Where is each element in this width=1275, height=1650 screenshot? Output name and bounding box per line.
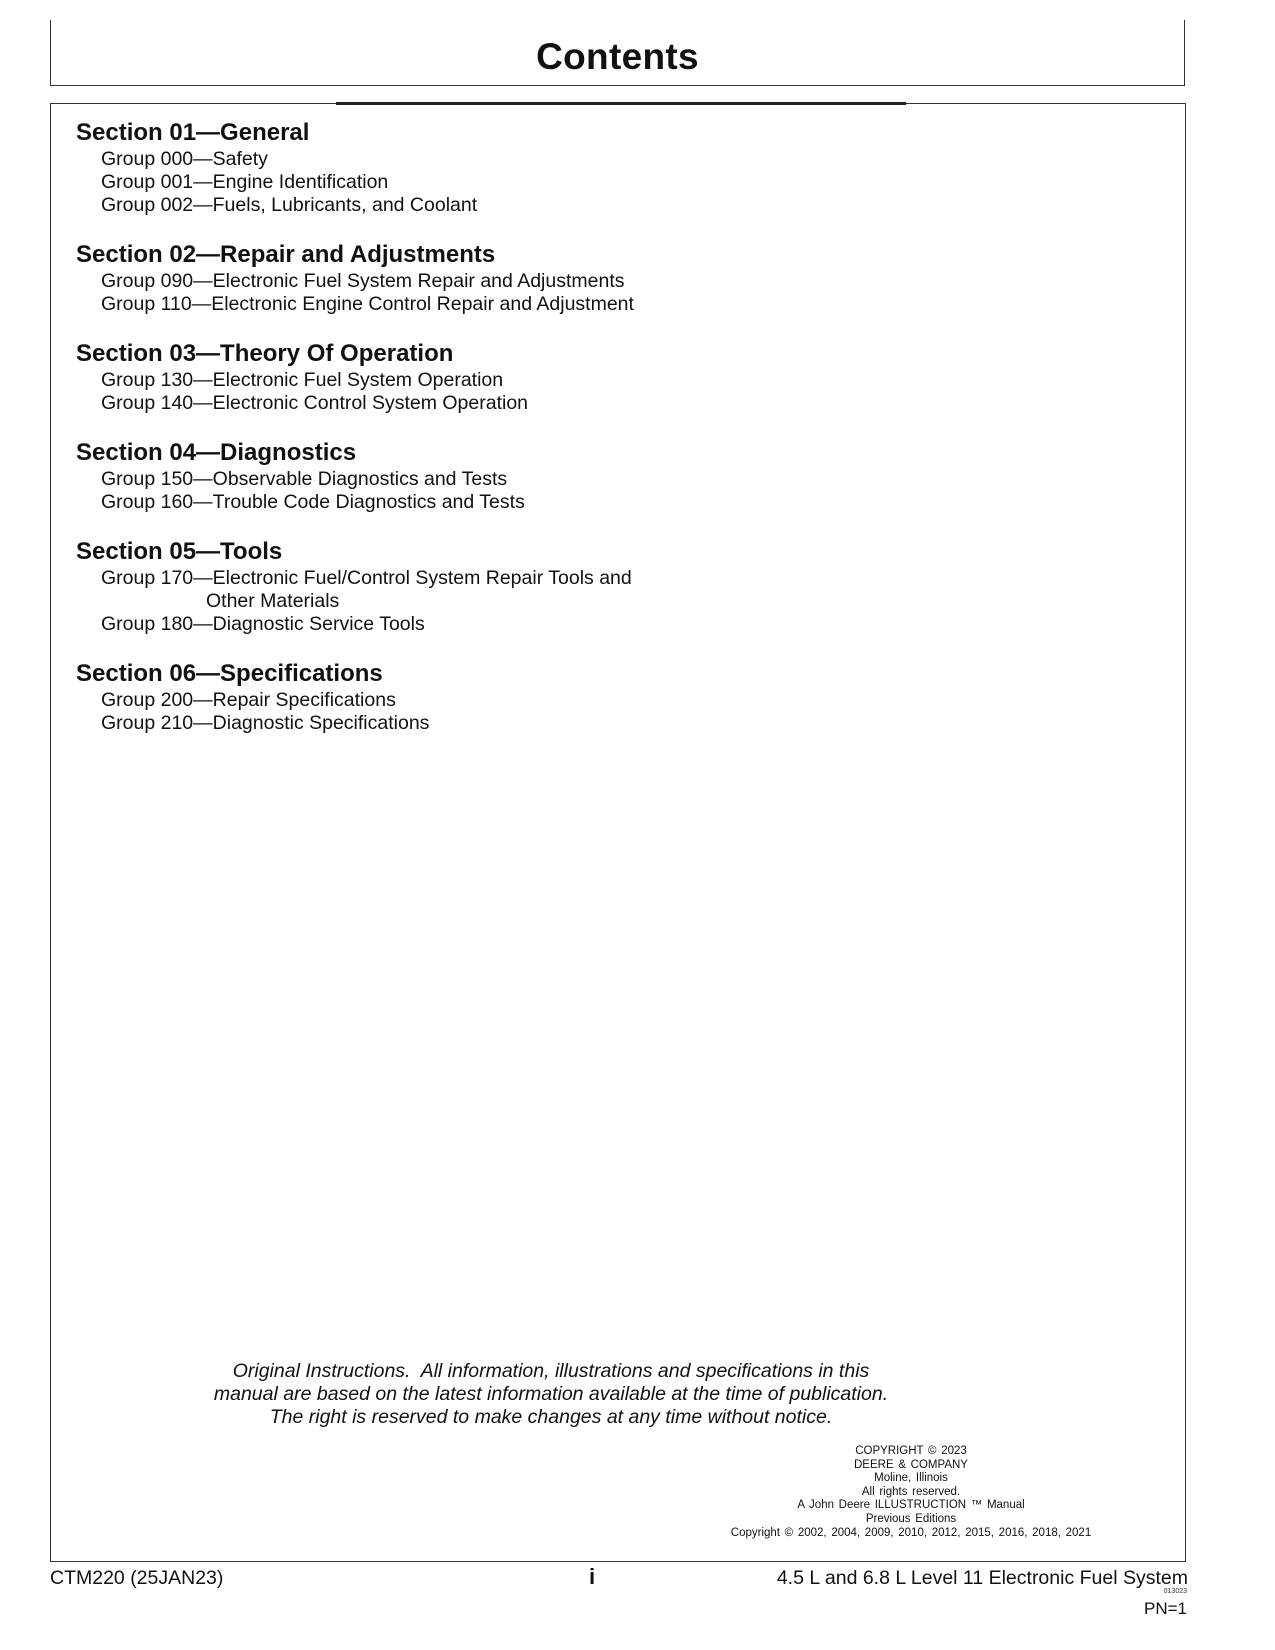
table-of-contents xyxy=(76,118,776,758)
copyright-line: Moline, Illinois xyxy=(874,1472,948,1485)
page-header xyxy=(50,20,1185,86)
content-frame xyxy=(50,103,1186,1562)
footer-doc-id: CTM220 (25JAN23) xyxy=(50,1567,224,1589)
copyright-line: A John Deere ILLUSTRUCTION ™ Manual xyxy=(797,1499,1025,1512)
footer-page-number: i xyxy=(589,1564,596,1589)
toc-section-04 xyxy=(76,438,776,514)
section-title[interactable]: Section 04—Diagnostics xyxy=(76,439,357,466)
frame-top-bar xyxy=(336,102,906,105)
section-title[interactable]: Section 02—Repair and Adjustments xyxy=(76,241,496,268)
group-item[interactable]: Group 001—Engine Identification xyxy=(101,171,389,193)
group-item[interactable]: Group 150—Observable Diagnostics and Tests xyxy=(101,468,508,490)
section-title[interactable]: Section 03—Theory Of Operation xyxy=(76,340,454,367)
group-item[interactable]: Group 002—Fuels, Lubricants, and Coolant xyxy=(101,194,478,216)
group-item[interactable]: Group 000—Safety xyxy=(101,148,268,170)
toc-section-01 xyxy=(76,118,776,217)
group-item[interactable]: Group 110—Electronic Engine Control Repair and Adjustment xyxy=(101,293,634,315)
footer-manual-title: 4.5 L and 6.8 L Level 11 Electronic Fuel System xyxy=(776,1567,1188,1589)
notice-line: manual are based on the latest information available at the time of publication. xyxy=(213,1383,889,1405)
copyright-line: Previous Editions xyxy=(865,1512,957,1525)
group-item[interactable]: Group 170—Electronic Fuel/Control System Repair Tools and Other Materials xyxy=(101,567,632,612)
group-item[interactable]: Group 130—Electronic Fuel System Operation xyxy=(101,369,504,391)
footer-pn: PN=1 xyxy=(1144,1599,1187,1618)
copyright-line: All rights reserved. xyxy=(861,1485,961,1498)
section-title[interactable]: Section 06—Specifications xyxy=(76,660,383,687)
group-item[interactable]: Group 160—Trouble Code Diagnostics and Tests xyxy=(101,491,525,513)
original-instructions-notice xyxy=(201,1360,901,1429)
toc-section-06 xyxy=(76,659,776,735)
group-item[interactable]: Group 090—Electronic Fuel System Repair and Adjustments xyxy=(101,270,625,292)
group-item[interactable]: Group 200—Repair Specifications xyxy=(101,689,396,711)
group-item[interactable]: Group 210—Diagnostic Specifications xyxy=(101,712,430,734)
copyright-block xyxy=(691,1445,1131,1540)
group-item[interactable]: Group 180—Diagnostic Service Tools xyxy=(101,613,425,635)
toc-section-03 xyxy=(76,339,776,415)
toc-section-02 xyxy=(76,240,776,316)
toc-section-05 xyxy=(76,537,776,636)
section-title[interactable]: Section 01—General xyxy=(76,119,310,146)
page-title: Contents xyxy=(536,36,699,77)
copyright-line: COPYRIGHT © 2023 xyxy=(855,1445,967,1457)
copyright-line: Copyright © 2002, 2004, 2009, 2010, 2012, 2015, 2016, 2018, 2021 xyxy=(730,1526,1092,1539)
notice-line: The right is reserved to make changes at any time without notice. xyxy=(269,1406,833,1428)
copyright-line: DEERE & COMPANY xyxy=(854,1458,968,1471)
section-title[interactable]: Section 05—Tools xyxy=(76,538,283,565)
footer-code: 013023 xyxy=(1163,1588,1187,1595)
group-item[interactable]: Group 140—Electronic Control System Operation xyxy=(101,392,529,414)
notice-line: Original Instructions. All information, illustrations and specifications in this xyxy=(232,1360,870,1382)
